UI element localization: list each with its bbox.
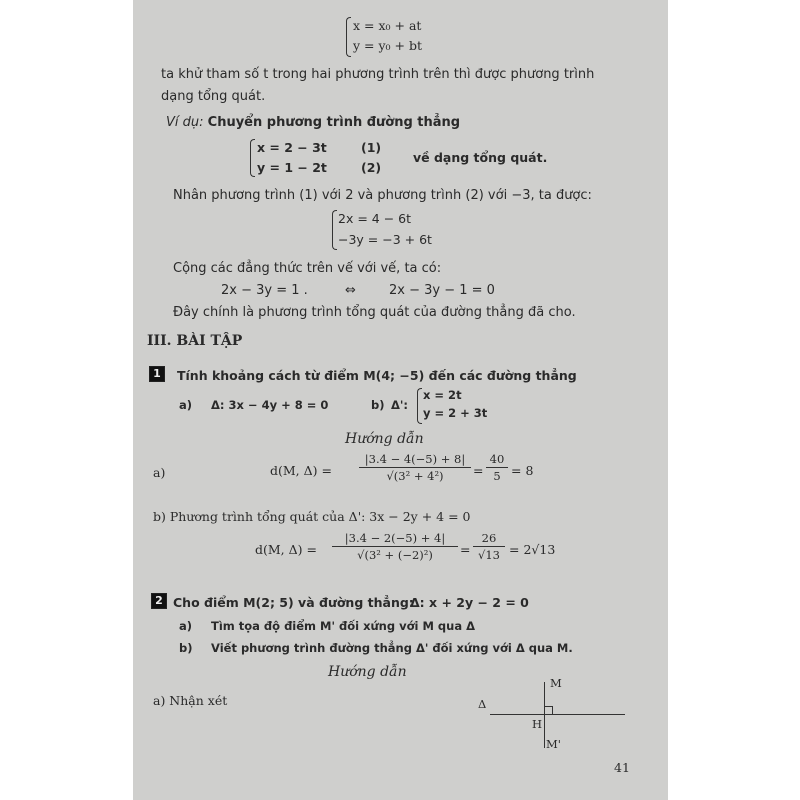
equals-sign: =: [473, 463, 484, 478]
equation: 2x = 4 − 6t: [338, 211, 411, 226]
equation: y = 1 − 2t: [257, 160, 327, 175]
brace: [417, 388, 422, 424]
fraction-numerator: |3.4 − 4(−5) + 8|: [359, 452, 471, 468]
brace: [250, 139, 255, 177]
equivalence-symbol: ⇔: [345, 283, 356, 298]
exercise-text: Tính khoảng cách từ điểm M(4; −5) đến các đường thẳng: [177, 368, 577, 383]
item-label: b): [179, 641, 193, 655]
fraction-numerator: |3.4 − 2(−5) + 4|: [332, 531, 458, 547]
fraction-denominator: √(3² + 4²): [386, 469, 444, 483]
simplified-fraction: [486, 452, 508, 483]
equation: y = y₀ + bt: [353, 38, 423, 53]
guide-heading: Hướng dẫn: [345, 431, 424, 447]
simplified-fraction: [473, 531, 505, 562]
equation: Δ: 3x − 4y + 8 = 0: [211, 398, 329, 412]
section-title: III. BÀI TẬP: [147, 333, 243, 349]
equation: x = 2 − 3t: [257, 140, 327, 155]
formula-result: = 8: [511, 463, 534, 478]
book-page: [133, 0, 668, 800]
paragraph-line: ta khử tham số t trong hai phương trình trên thì được phương trình: [161, 67, 595, 82]
brace: [332, 210, 337, 250]
fraction-denominator: √13: [478, 548, 500, 562]
equation-number: (2): [361, 160, 382, 175]
exercise-text: Cho điểm M(2; 5) và đường thẳng:: [173, 595, 414, 610]
equation: x = 2t: [423, 388, 462, 402]
exercise-number-badge: 1: [149, 366, 165, 382]
point-label-m-prime: M': [546, 737, 561, 751]
fraction-denominator: √(3² + (−2)²): [357, 548, 433, 562]
item-label: a): [179, 398, 193, 412]
item-label: a): [153, 465, 166, 480]
line-delta: [490, 714, 625, 715]
point-label-h: H: [532, 717, 543, 731]
paragraph-line: Đây chính là phương trình tổng quát của đường thẳng đã cho.: [173, 305, 576, 320]
item-text: Viết phương trình đường thẳng Δ' đối xứng với Δ qua M.: [211, 641, 573, 655]
line-label-delta: Δ: [478, 697, 487, 711]
exercise-number-badge: 2: [151, 593, 167, 609]
brace: [346, 17, 351, 57]
equation: 2x − 3y − 1 = 0: [389, 283, 495, 298]
guide-heading: Hướng dẫn: [328, 664, 407, 680]
item-text: Tìm tọa độ điểm M' đối xứng với M qua Δ: [211, 619, 475, 633]
equation: y = 2 + 3t: [423, 406, 488, 420]
distance-fraction: [359, 452, 471, 483]
formula-lhs: d(M, Δ) =: [255, 542, 317, 557]
paragraph-line: Nhân phương trình (1) với 2 và phương trình (2) với −3, ta được:: [173, 188, 592, 203]
equation: 2x − 3y = 1 .: [221, 283, 308, 298]
equation: Δ: x + 2y − 2 = 0: [410, 595, 529, 610]
equation: x = x₀ + at: [353, 18, 422, 33]
equation: Δ':: [391, 398, 409, 412]
formula-lhs: d(M, Δ) =: [270, 463, 332, 478]
formula-result: = 2√13: [509, 542, 556, 557]
right-angle-mark: [545, 706, 553, 714]
solution-line: b) Phương trình tổng quát của Δ': 3x − 2y + 4 = 0: [153, 509, 471, 524]
item-label: b): [371, 398, 385, 412]
fraction-numerator: 40: [486, 452, 508, 468]
item-label: a): [179, 619, 193, 633]
example-suffix: về dạng tổng quát.: [413, 150, 548, 165]
solution-line: a) Nhận xét: [153, 693, 228, 708]
example-intro: Ví dụ: Chuyển phương trình đường thẳng: [166, 115, 461, 130]
equals-sign: =: [460, 542, 471, 557]
fraction-numerator: 26: [473, 531, 505, 547]
fraction-denominator: 5: [493, 469, 501, 483]
page-number: 41: [614, 760, 630, 775]
point-label-m: M: [550, 676, 562, 690]
paragraph-line: Cộng các đẳng thức trên vế với vế, ta có:: [173, 261, 442, 276]
equation-number: (1): [361, 140, 382, 155]
distance-fraction: [332, 531, 458, 562]
perpendicular-segment: [544, 682, 545, 748]
paragraph-line: dạng tổng quát.: [161, 89, 266, 104]
equation: −3y = −3 + 6t: [338, 232, 432, 247]
